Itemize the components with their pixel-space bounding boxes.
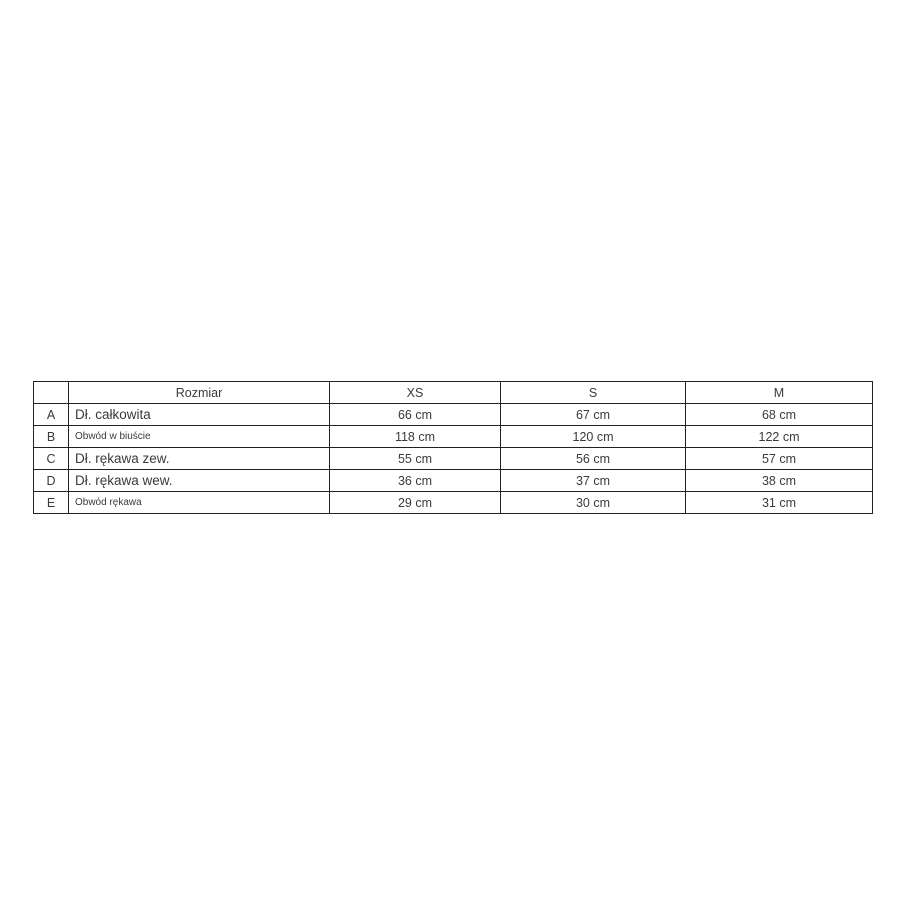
row-letter: E bbox=[34, 492, 69, 514]
header-empty-cell bbox=[34, 382, 69, 404]
row-label: Dł. rękawa zew. bbox=[69, 448, 330, 470]
value-xs: 66 cm bbox=[330, 404, 501, 426]
row-label: Dł. całkowita bbox=[69, 404, 330, 426]
value-s: 37 cm bbox=[501, 470, 686, 492]
row-label: Obwód rękawa bbox=[69, 492, 330, 514]
value-s: 120 cm bbox=[501, 426, 686, 448]
row-letter: D bbox=[34, 470, 69, 492]
table-header-row bbox=[34, 382, 873, 404]
table-row bbox=[34, 404, 873, 426]
header-size-xs: XS bbox=[330, 382, 501, 404]
table-row bbox=[34, 426, 873, 448]
value-m: 31 cm bbox=[686, 492, 873, 514]
value-m: 38 cm bbox=[686, 470, 873, 492]
table-row bbox=[34, 448, 873, 470]
value-s: 67 cm bbox=[501, 404, 686, 426]
value-xs: 55 cm bbox=[330, 448, 501, 470]
table-row bbox=[34, 492, 873, 514]
value-s: 56 cm bbox=[501, 448, 686, 470]
value-xs: 29 cm bbox=[330, 492, 501, 514]
value-m: 57 cm bbox=[686, 448, 873, 470]
row-label: Dł. rękawa wew. bbox=[69, 470, 330, 492]
value-m: 68 cm bbox=[686, 404, 873, 426]
value-xs: 36 cm bbox=[330, 470, 501, 492]
row-letter: B bbox=[34, 426, 69, 448]
row-letter: C bbox=[34, 448, 69, 470]
value-m: 122 cm bbox=[686, 426, 873, 448]
value-s: 30 cm bbox=[501, 492, 686, 514]
header-size-m: M bbox=[686, 382, 873, 404]
header-size-label: Rozmiar bbox=[69, 382, 330, 404]
table-row bbox=[34, 470, 873, 492]
header-size-s: S bbox=[501, 382, 686, 404]
row-label: Obwód w biuście bbox=[69, 426, 330, 448]
size-chart-table bbox=[33, 381, 873, 514]
value-xs: 118 cm bbox=[330, 426, 501, 448]
row-letter: A bbox=[34, 404, 69, 426]
